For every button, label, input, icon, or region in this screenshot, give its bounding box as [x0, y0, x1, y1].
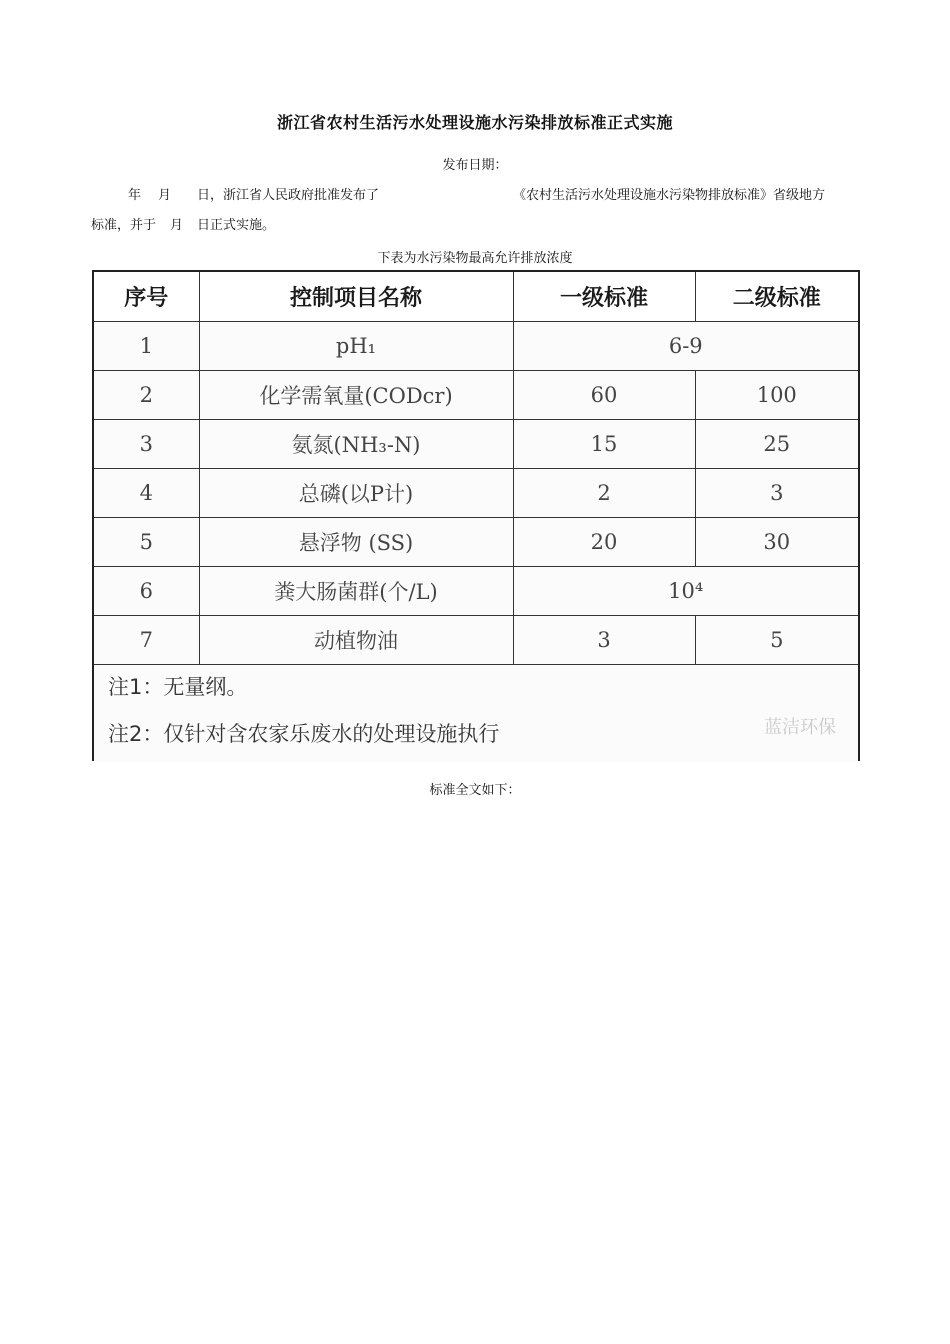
publish-date: 发布日期： [442, 158, 508, 173]
full-text-label: 标准全文如下： [429, 783, 521, 798]
para-year: 年 [128, 188, 142, 203]
table-row [94, 567, 858, 616]
header-first-grade: 一级标准 [513, 272, 695, 322]
table-row [94, 616, 858, 665]
standards-table [94, 272, 858, 665]
cell-no: 5 [94, 518, 199, 567]
cell-item: 化学需氧量(CODcr) [199, 371, 513, 420]
cell-no: 3 [94, 420, 199, 469]
para-line2-start: 标准，并于 [91, 218, 157, 233]
table-row [94, 371, 858, 420]
header-item: 控制项目名称 [199, 272, 513, 322]
cell-limit-merged: 10⁴ [513, 567, 858, 616]
cell-item: 粪大肠菌群(个/L) [199, 567, 513, 616]
cell-second: 5 [695, 616, 858, 665]
cell-no: 7 [94, 616, 199, 665]
para-line2-month: 月 [170, 218, 184, 233]
note-1: 注1：无量纲。 [108, 675, 248, 699]
para-standard-name: 《农村生活污水处理设施水污染物排放标准》省级地方 [513, 188, 826, 203]
cell-second: 25 [695, 420, 858, 469]
cell-first: 3 [513, 616, 695, 665]
cell-item: pH₁ [199, 322, 513, 371]
para-approval-text: 日，浙江省人民政府批准发布了 [197, 188, 380, 203]
cell-second: 100 [695, 371, 858, 420]
standards-table-image [92, 270, 860, 761]
cell-first: 2 [513, 469, 695, 518]
cell-item: 悬浮物 (SS) [199, 518, 513, 567]
table-row [94, 518, 858, 567]
table-row [94, 420, 858, 469]
para-line2 [91, 214, 275, 233]
watermark: 蓝洁环保 [764, 717, 836, 738]
cell-item: 总磷(以P计) [199, 469, 513, 518]
cell-second: 30 [695, 518, 858, 567]
table-header-row [94, 272, 858, 322]
table-row [94, 322, 858, 371]
cell-limit-merged: 6-9 [513, 322, 858, 371]
table-caption: 下表为水污染物最高允许排放浓度 [377, 251, 573, 266]
cell-first: 15 [513, 420, 695, 469]
cell-item: 氨氮(NH₃-N) [199, 420, 513, 469]
header-second-grade: 二级标准 [695, 272, 858, 322]
table-notes [94, 664, 858, 762]
note-2: 注2：仅针对含农家乐废水的处理设施执行 [108, 722, 500, 746]
table-row [94, 469, 858, 518]
cell-no: 2 [94, 371, 199, 420]
cell-first: 20 [513, 518, 695, 567]
cell-second: 3 [695, 469, 858, 518]
cell-no: 4 [94, 469, 199, 518]
para-month: 月 [158, 188, 172, 203]
cell-no: 1 [94, 322, 199, 371]
header-no: 序号 [94, 272, 199, 322]
cell-item: 动植物油 [199, 616, 513, 665]
para-line2-end: 日正式实施。 [197, 218, 276, 233]
cell-first: 60 [513, 371, 695, 420]
page-title: 浙江省农村生活污水处理设施水污染排放标准正式实施 [276, 113, 673, 132]
cell-no: 6 [94, 567, 199, 616]
